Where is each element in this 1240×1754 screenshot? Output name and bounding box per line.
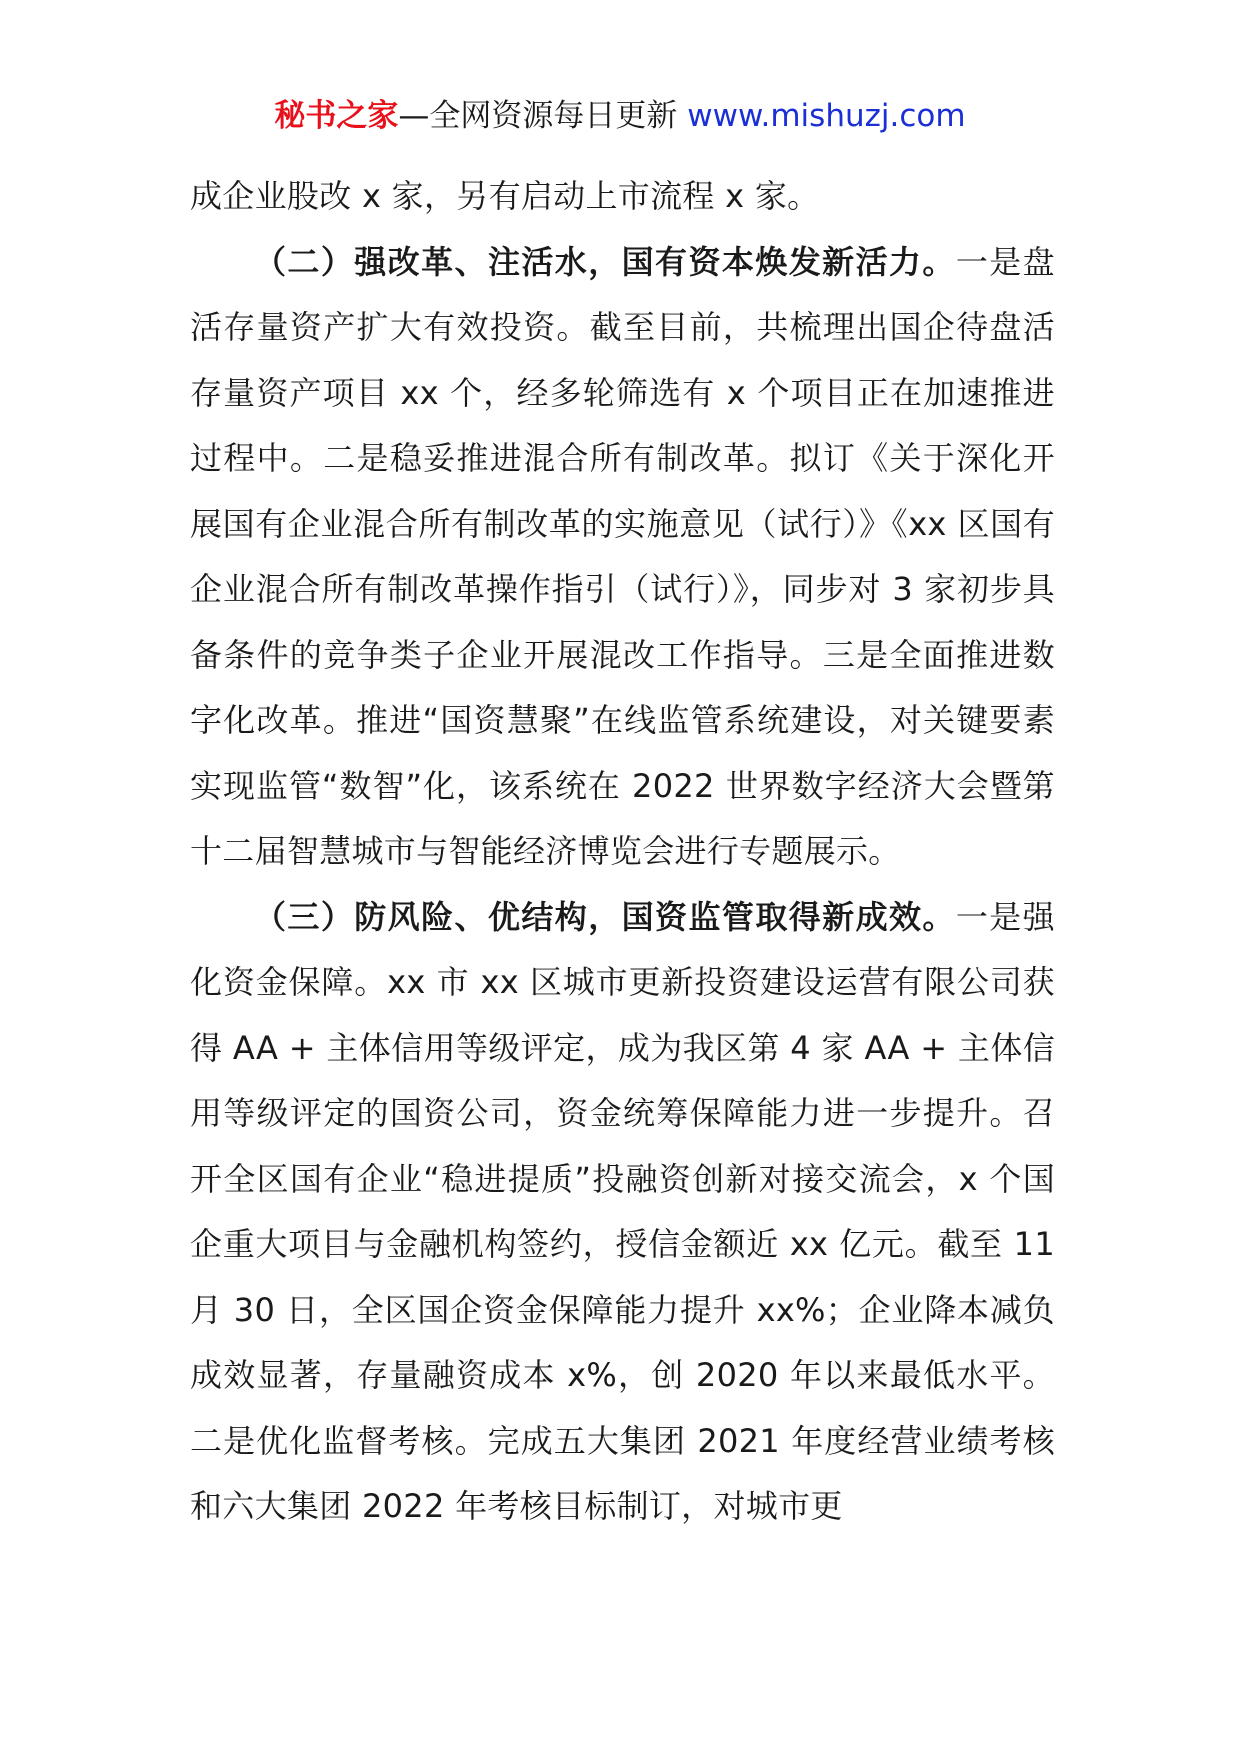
section-two-heading: （二）强改革、注活水，国有资本焕发新活力。 [254, 242, 956, 281]
site-link[interactable]: www.mishuzj.com [687, 98, 966, 134]
section-three-body: 一是强化资金保障。xx 市 xx 区城市更新投资建设运营有限公司获得 AA + 主体信用等级评定，成为我区第 4 家 AA + 主体信用等级评定的国资公司，资金统筹保障能力进一步提升。召开全区国有企业“稳进提质”投融资创新对接交流会，x 个国企重大项目与金融机构签约，授信金额近 xx 亿元。截至 11 月 30 日，全区国企资金保障能力提升 xx%；企业降本减负成效显著，存量融资成本 x%，创 2020 年以来最低水平。二是优化监督考核。完成五大集团 2021 年度经营业绩考核和六大集团 2022 年考核目标制订，对城市更 [190, 897, 1055, 1525]
section-two-body: 一是盘活存量资产扩大有效投资。截至目前，共梳理出国企待盘活存量资产项目 xx 个，经多轮筛选有 x 个项目正在加速推进过程中。二是稳妥推进混合所有制改革。拟订《关于深化开展国有企业混合所有制改革的实施意见（试行）》《xx 区国有企业混合所有制改革操作指引（试行）》，同步对 3 家初步具备条件的竞争类子企业开展混改工作指导。三是全面推进数字化改革。推进“国资慧聚”在线监管系统建设，对关键要素实现监管“数智”化，该系统在 2022 世界数字经济大会暨第十二届智慧城市与智能经济博览会进行专题展示。 [190, 242, 1055, 870]
header-tagline: —全网资源每日更新 [398, 98, 688, 134]
document-body [190, 164, 1055, 1540]
section-two-paragraph [190, 230, 1055, 885]
section-three-paragraph [190, 885, 1055, 1540]
paragraph-continuation: 成企业股改 x 家，另有启动上市流程 x 家。 [190, 177, 820, 215]
page-header [0, 98, 1240, 135]
brand-name: 秘书之家 [274, 98, 399, 134]
section-three-heading: （三）防风险、优结构，国资监管取得新成效。 [254, 897, 956, 936]
